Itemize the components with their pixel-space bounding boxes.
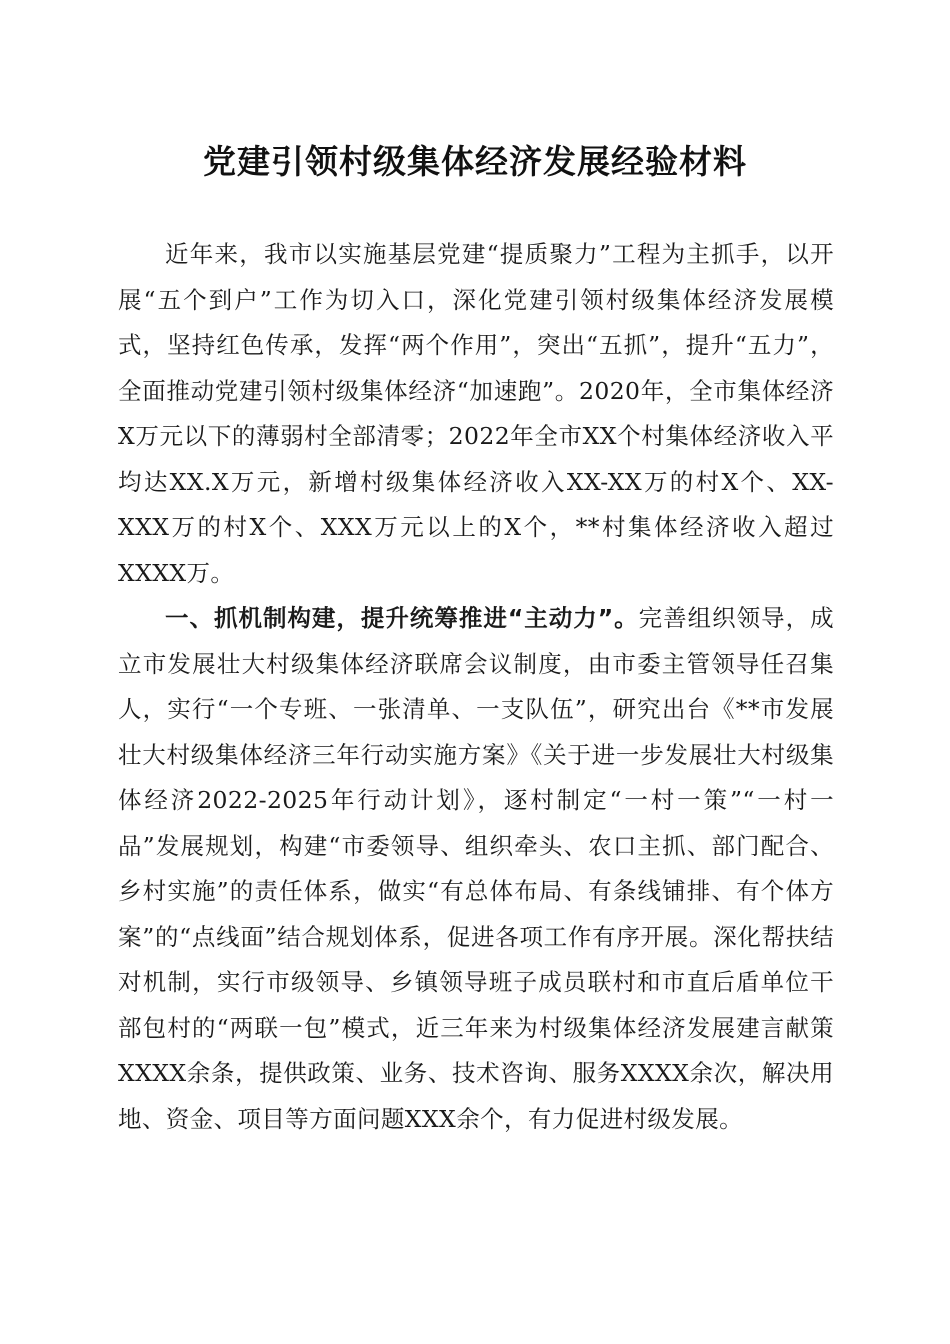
document-body [118, 232, 834, 1142]
paragraph-intro-text: 近年来，我市以实施基层党建“提质聚力”工程为主抓手，以开展“五个到户”工作为切入口，深化党建引领村级集体经济发展模式，坚持红色传承，发挥“两个作用”，突出“五抓”，提升“五力”，全面推动党建引领村级集体经济“加速跑”。2020年，全市集体经济X万元以下的薄弱村全部清零；2022年全市XX个村集体经济收入平均达XX.X万元，新增村级集体经济收入XX-XX万的村X个、XX-XXX万的村X个、XXX万元以上的X个，**村集体经济收入超过XXXX万。 [118, 240, 834, 587]
paragraph-section-1 [118, 596, 834, 1142]
section-1-text: 完善组织领导，成立市发展壮大村级集体经济联席会议制度，由市委主管领导任召集人，实行“一个专班、一张清单、一支队伍”，研究出台《**市发展壮大村级集体经济三年行动实施方案》《关于进一步发展壮大村级集体经济2022-2025年行动计划》，逐村制定“一村一策”“一村一品”发展规划，构建“市委领导、组织牵头、农口主抓、部门配合、乡村实施”的责任体系，做实“有总体布局、有条线铺排、有个体方案”的“点线面”结合规划体系，促进各项工作有序开展。深化帮扶结对机制，实行市级领导、乡镇领导班子成员联村和市直后盾单位干部包村的“两联一包”模式，近三年来为村级集体经济发展建言献策XXXX余条，提供政策、业务、技术咨询、服务XXXX余次，解决用地、资金、项目等方面问题XXX余个，有力促进村级发展。 [118, 604, 834, 1133]
document-title: 党建引领村级集体经济发展经验材料 [203, 142, 747, 181]
section-1-heading: 一、抓机制构建，提升统筹推进“主动力”。 [165, 604, 639, 632]
paragraph-intro [118, 232, 834, 596]
